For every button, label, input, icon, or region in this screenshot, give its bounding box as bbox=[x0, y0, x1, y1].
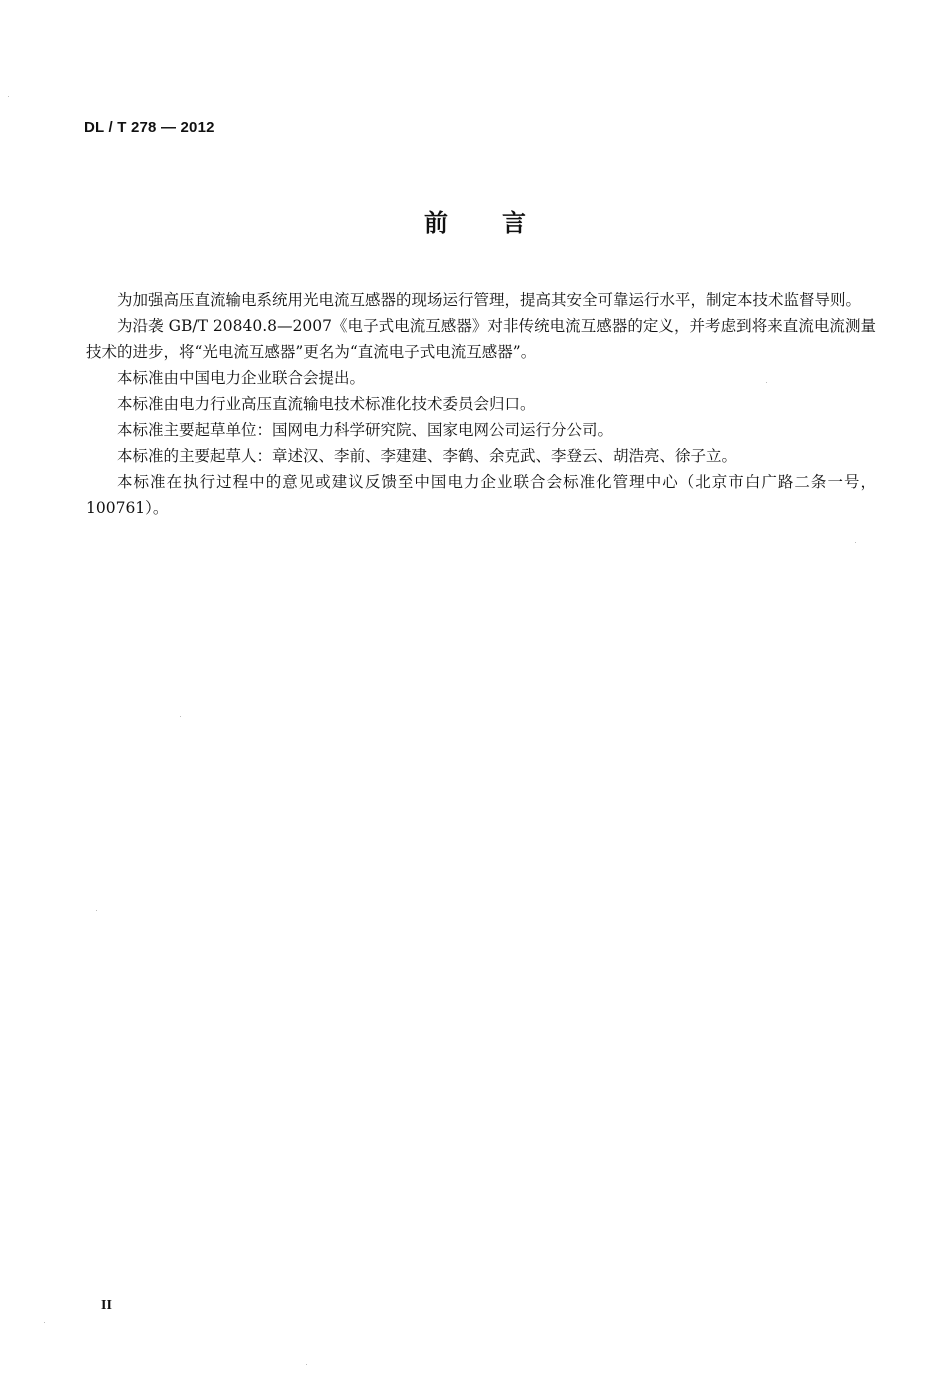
paragraph-feedback: 本标准在执行过程中的意见或建议反馈至中国电力企业联合会标准化管理中心（北京市白广路二条一号，100761）。 bbox=[86, 473, 876, 517]
scan-speck bbox=[96, 910, 97, 911]
paragraph-drafters: 本标准的主要起草人：章述汉、李前、李建建、李鹤、余克武、李登云、胡浩亮、徐子立。 bbox=[117, 447, 738, 465]
paragraph-purpose: 为加强高压直流输电系统用光电流互感器的现场运行管理，提高其安全可靠运行水平，制定本技术监督导则。 bbox=[117, 291, 862, 309]
scan-speck bbox=[180, 716, 181, 717]
standard-code: DL / T 278 — 2012 bbox=[84, 119, 215, 136]
scan-speck bbox=[855, 542, 856, 543]
scan-speck bbox=[766, 382, 767, 383]
paragraph-drafting-units: 本标准主要起草单位：国网电力科学研究院、国家电网公司运行分公司。 bbox=[117, 421, 614, 439]
foreword-body bbox=[86, 287, 876, 521]
paragraph-committee: 本标准由电力行业高压直流输电技术标准化技术委员会归口。 bbox=[117, 395, 536, 413]
paragraph-renaming: 为沿袭 GB/T 20840.8—2007《电子式电流互感器》对非传统电流互感器的定义，并考虑到将来直流电流测量技术的进步，将“光电流互感器”更名为“直流电子式电流互感器”。 bbox=[86, 317, 876, 361]
scan-speck bbox=[44, 1322, 45, 1323]
scan-speck bbox=[8, 96, 9, 97]
paragraph-proposer: 本标准由中国电力企业联合会提出。 bbox=[117, 369, 366, 387]
page-title: 前言 bbox=[424, 209, 580, 237]
scan-speck bbox=[306, 1364, 307, 1365]
page-number: II bbox=[101, 1298, 112, 1313]
